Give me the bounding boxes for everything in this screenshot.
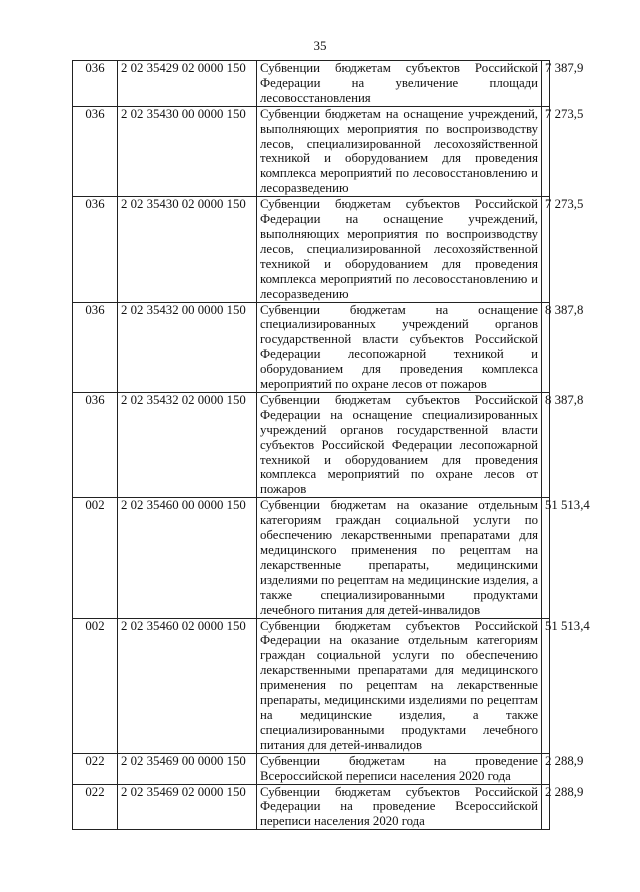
admin-code-cell: 036	[73, 61, 118, 107]
admin-code-cell: 002	[73, 498, 118, 618]
table-row	[73, 61, 550, 107]
revenue-code-cell: 2 02 35460 02 0000 150	[118, 618, 257, 753]
amount-cell: 51 513,4	[542, 618, 550, 753]
table-row	[73, 784, 550, 830]
table-row	[73, 106, 550, 196]
table-row	[73, 302, 550, 392]
table-row	[73, 392, 550, 497]
revenue-code-cell: 2 02 35460 00 0000 150	[118, 498, 257, 618]
revenue-name-cell: Субвенции бюджетам субъектов Российской Федерации на проведение Всероссийской переписи населения 2020 года	[257, 784, 542, 830]
table-row	[73, 618, 550, 753]
admin-code-cell: 036	[73, 197, 118, 302]
revenue-code-cell: 2 02 35429 02 0000 150	[118, 61, 257, 107]
amount-cell: 2 288,9	[542, 753, 550, 784]
table-row	[73, 498, 550, 618]
amount-cell: 7 273,5	[542, 106, 550, 196]
admin-code-cell: 002	[73, 618, 118, 753]
admin-code-cell: 036	[73, 392, 118, 497]
admin-code-cell: 022	[73, 753, 118, 784]
revenue-name-cell: Субвенции бюджетам субъектов Российской Федерации на оснащение специализированных учреждений органов государственной власти субъектов Российской Федерации лесопожарной техникой и оборудованием для проведения комплекса мероприятий по охране лесов от пожаров	[257, 392, 542, 497]
revenue-name-cell: Субвенции бюджетам субъектов Российской Федерации на увеличение площади лесовосстановления	[257, 61, 542, 107]
page-number: 35	[313, 38, 327, 53]
amount-cell: 7 273,5	[542, 197, 550, 302]
revenue-name-cell: Субвенции бюджетам субъектов Российской Федерации на оснащение учреждений, выполняющих мероприятия по воспроизводству лесов, специализированной лесохозяйственной техникой и оборудованием для проведения комплекса мероприятий по лесовосстановлению и лесоразведению	[257, 197, 542, 302]
amount-cell: 8 387,8	[542, 392, 550, 497]
table-row	[73, 197, 550, 302]
budget-revenue-table	[72, 60, 590, 830]
admin-code-cell: 036	[73, 302, 118, 392]
amount-cell: 7 387,9	[542, 61, 550, 107]
revenue-name-cell: Субвенции бюджетам на проведение Всероссийской переписи населения 2020 года	[257, 753, 542, 784]
revenue-code-cell: 2 02 35430 02 0000 150	[118, 197, 257, 302]
revenue-name-cell: Субвенции бюджетам на оказание отдельным категориям граждан социальной услуги по обеспечению лекарственными препаратами для медицинского применения по рецептам на лекарственные препараты, медицинскими изделиями по рецептам на медицинские изделия, а также специализированными продуктами лечебного питания для детей-инвалидов	[257, 498, 542, 618]
revenue-name-cell: Субвенции бюджетам на оснащение учреждений, выполняющих мероприятия по воспроизводству лесов, специализированной лесохозяйственной техникой и оборудованием для проведения комплекса мероприятий по лесовосстановлению и лесоразведению	[257, 106, 542, 196]
revenue-code-cell: 2 02 35430 00 0000 150	[118, 106, 257, 196]
revenue-name-cell: Субвенции бюджетам субъектов Российской Федерации на оказание отдельным категориям граждан социальной услуги по обеспечению лекарственными препаратами для медицинского применения по рецептам на лекарственные препараты, медицинскими изделиями по рецептам на медицинские изделия, а также специализированными продуктами лечебного питания для детей-инвалидов	[257, 618, 542, 753]
revenue-code-cell: 2 02 35469 02 0000 150	[118, 784, 257, 830]
revenue-code-cell: 2 02 35432 02 0000 150	[118, 392, 257, 497]
amount-cell: 8 387,8	[542, 302, 550, 392]
revenue-code-cell: 2 02 35469 00 0000 150	[118, 753, 257, 784]
table-row	[73, 753, 550, 784]
amount-cell: 2 288,9	[542, 784, 550, 830]
admin-code-cell: 036	[73, 106, 118, 196]
revenue-code-cell: 2 02 35432 00 0000 150	[118, 302, 257, 392]
admin-code-cell: 022	[73, 784, 118, 830]
revenue-name-cell: Субвенции бюджетам на оснащение специализированных учреждений органов государственной власти субъектов Российской Федерации лесопожарной техникой и оборудованием для проведения комплекса мероприятий по охране лесов от пожаров	[257, 302, 542, 392]
amount-cell: 51 513,4	[542, 498, 550, 618]
